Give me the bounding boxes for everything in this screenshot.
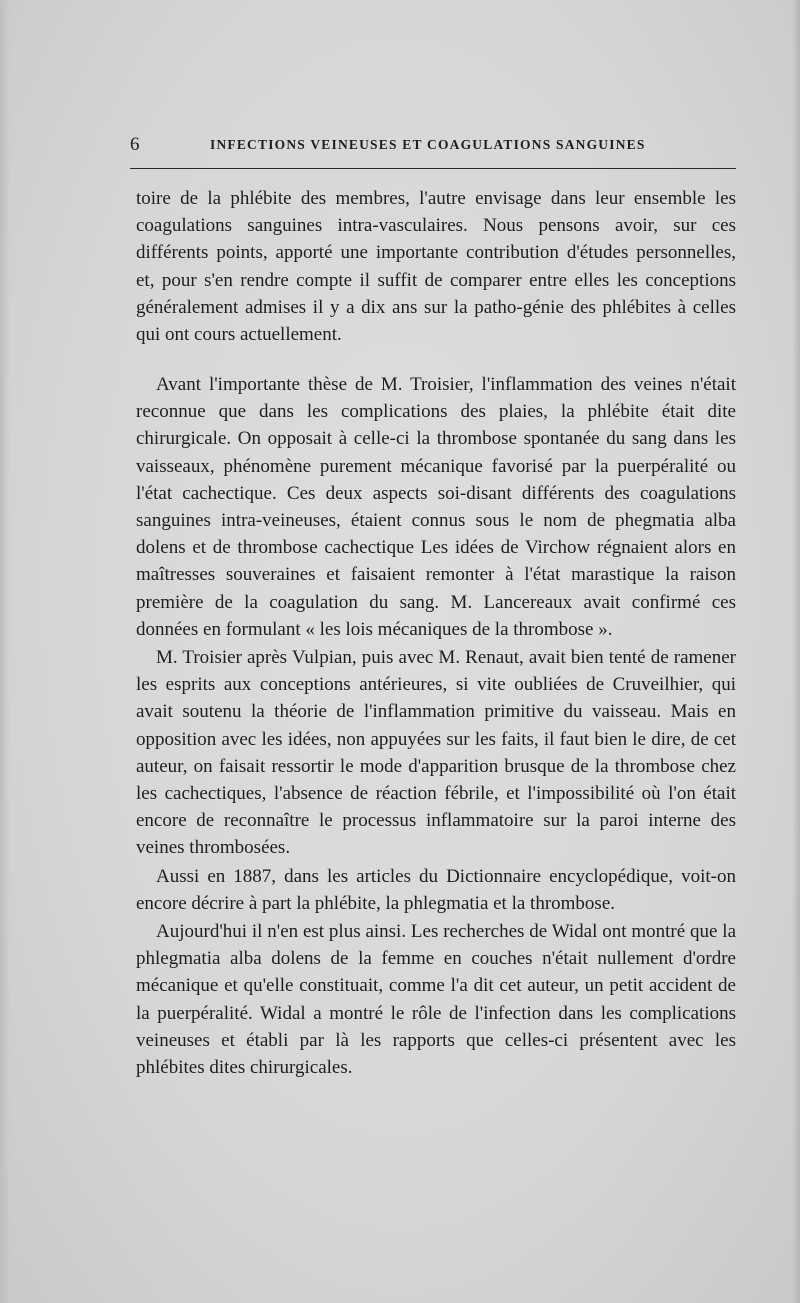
running-title: INFECTIONS VEINEUSES ET COAGULATIONS SANGUINES — [210, 137, 646, 152]
text-block-top — [136, 185, 736, 348]
running-header — [130, 134, 736, 156]
paragraph: toire de la phlébite des membres, l'autre envisage dans leur ensemble les coagulations sanguines intra-vasculaires. Nous pensons avoir, sur ces différents points, apporté une importante contribution d'études personnelles, et, pour s'en rendre compte il suffit de comparer entre elles les conceptions généralement admises il y a dix ans sur la patho-génie des phlébites à celles qui ont cours actuellement. — [136, 188, 736, 346]
page-number: 6 — [130, 134, 140, 155]
text-block-main — [136, 371, 736, 1081]
header-rule — [130, 168, 736, 169]
paragraph: Aujourd'hui il n'en est plus ainsi. Les recherches de Widal ont montré que la phlegmatia alba dolens de la femme en couches n'était nullement d'ordre mécanique et qu'elle constituait, comme l'a dit cet auteur, un petit accident de la puerpéralité. Widal a montré le rôle de l'infection dans les complications veineuses et établi par là les rapports que celles-ci présentent avec les phlébites dites chirurgicales. — [136, 921, 736, 1079]
paragraph: M. Troisier après Vulpian, puis avec M. Renaut, avait bien tenté de ramener les esprits aux conceptions antérieures, si vite oubliées de Cruveilhier, qui avait soutenu la théorie de l'inflammation primitive du vaisseau. Mais en opposition avec les idées, non appuyées sur les faits, il faut bien le dire, de cet auteur, on faisait ressortir le mode d'apparition brusque de la thrombose chez les cachectiques, l'absence de réaction fébrile, et l'impossibilité où l'on était encore de reconnaître le processus inflammatoire sur la paroi interne des veines thrombosées. — [136, 647, 736, 859]
paragraph: Avant l'importante thèse de M. Troisier, l'inflammation des veines n'était reconnue que dans les complications des plaies, la phlébite était dite chirurgicale. On opposait à celle-ci la thrombose spontanée du sang dans les vaisseaux, phénomène purement mécanique favorisé par la puerpéralité ou l'état cachectique. Ces deux aspects soi-disant différents des coagulations sanguines intra-veineuses, étaient connus sous le nom de phegmatia alba dolens et de thrombose cachectique Les idées de Virchow régnaient alors en maîtresses souveraines et faisaient remonter à l'état marastique la raison première de la coagulation du sang. M. Lancereaux avait confirmé ces données en formulant « les lois mécaniques de la thrombose ». — [136, 374, 736, 640]
paragraph: Aussi en 1887, dans les articles du Dictionnaire encyclopédique, voit-on encore décrire à part la phlébite, la phlegmatia et la thrombose. — [136, 865, 736, 914]
page-shadow-right — [792, 0, 800, 1303]
page-shadow-left — [0, 0, 10, 1303]
